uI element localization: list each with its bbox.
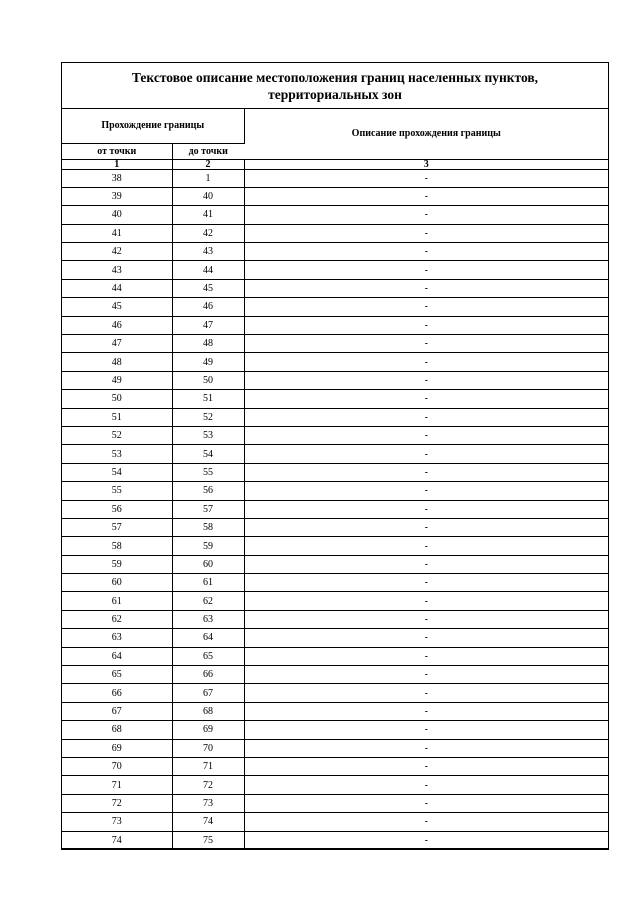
cell-to-point: 67 (172, 684, 244, 702)
cell-to-point: 66 (172, 666, 244, 684)
table-row (62, 592, 608, 610)
cell-from-point: 62 (62, 610, 172, 628)
table-row (62, 279, 608, 297)
cell-to-point: 49 (172, 353, 244, 371)
cell-description: - (244, 261, 608, 279)
cell-from-point: 64 (62, 647, 172, 665)
cell-to-point: 1 (172, 169, 244, 187)
cell-to-point: 70 (172, 739, 244, 757)
cell-to-point: 73 (172, 794, 244, 812)
header-from-point: от точки (62, 143, 172, 159)
cell-to-point: 56 (172, 482, 244, 500)
cell-description: - (244, 482, 608, 500)
cell-description: - (244, 666, 608, 684)
table-row (62, 702, 608, 720)
cell-to-point: 62 (172, 592, 244, 610)
cell-description: - (244, 702, 608, 720)
table-row (62, 629, 608, 647)
cell-to-point: 71 (172, 758, 244, 776)
cell-description: - (244, 758, 608, 776)
cell-to-point: 60 (172, 555, 244, 573)
cell-description: - (244, 390, 608, 408)
cell-to-point: 59 (172, 537, 244, 555)
table-row (62, 224, 608, 242)
table-row (62, 482, 608, 500)
cell-to-point: 63 (172, 610, 244, 628)
cell-from-point: 56 (62, 500, 172, 518)
cell-description: - (244, 279, 608, 297)
boundary-table (62, 109, 608, 849)
cell-to-point: 75 (172, 831, 244, 849)
cell-from-point: 70 (62, 758, 172, 776)
table-row (62, 684, 608, 702)
table-row (62, 555, 608, 573)
cell-description: - (244, 592, 608, 610)
cell-description: - (244, 206, 608, 224)
table-row (62, 610, 608, 628)
cell-to-point: 64 (172, 629, 244, 647)
cell-from-point: 67 (62, 702, 172, 720)
cell-from-point: 41 (62, 224, 172, 242)
cell-from-point: 60 (62, 574, 172, 592)
cell-description: - (244, 353, 608, 371)
cell-to-point: 58 (172, 518, 244, 536)
table-row (62, 187, 608, 205)
header-boundary-passage: Прохождение границы (62, 109, 244, 143)
cell-description: - (244, 500, 608, 518)
cell-description: - (244, 371, 608, 389)
cell-to-point: 68 (172, 702, 244, 720)
table-row (62, 390, 608, 408)
cell-description: - (244, 610, 608, 628)
table-row (62, 316, 608, 334)
cell-description: - (244, 721, 608, 739)
table-row (62, 537, 608, 555)
table-row (62, 794, 608, 812)
cell-from-point: 54 (62, 463, 172, 481)
cell-description: - (244, 555, 608, 573)
header-to-point: до точки (172, 143, 244, 159)
table-row (62, 518, 608, 536)
table-row (62, 647, 608, 665)
cell-description: - (244, 794, 608, 812)
table-row (62, 261, 608, 279)
table-row (62, 463, 608, 481)
cell-to-point: 51 (172, 390, 244, 408)
cell-description: - (244, 518, 608, 536)
cell-from-point: 50 (62, 390, 172, 408)
table-row (62, 666, 608, 684)
cell-description: - (244, 813, 608, 831)
cell-to-point: 74 (172, 813, 244, 831)
cell-description: - (244, 445, 608, 463)
cell-description: - (244, 463, 608, 481)
cell-from-point: 61 (62, 592, 172, 610)
cell-from-point: 68 (62, 721, 172, 739)
cell-description: - (244, 187, 608, 205)
cell-description: - (244, 224, 608, 242)
table-row (62, 206, 608, 224)
cell-from-point: 48 (62, 353, 172, 371)
header-col-number-1: 1 (62, 159, 172, 169)
cell-description: - (244, 316, 608, 334)
cell-from-point: 69 (62, 739, 172, 757)
table-row (62, 335, 608, 353)
cell-from-point: 47 (62, 335, 172, 353)
cell-description: - (244, 684, 608, 702)
cell-description: - (244, 169, 608, 187)
cell-description: - (244, 408, 608, 426)
cell-from-point: 53 (62, 445, 172, 463)
table-row (62, 721, 608, 739)
cell-description: - (244, 647, 608, 665)
document-title-text: Текстовое описание местоположения границ населенных пунктов, территориальных зон (131, 70, 539, 102)
cell-to-point: 45 (172, 279, 244, 297)
cell-description: - (424, 834, 428, 846)
cell-from-point: 52 (62, 426, 172, 444)
header-boundary-description: Описание прохождения границы (244, 109, 608, 159)
table-row (62, 353, 608, 371)
cell-description: - (244, 739, 608, 757)
cell-to-point: 42 (172, 224, 244, 242)
cell-from-point: 46 (62, 316, 172, 334)
cell-from-point: 58 (62, 537, 172, 555)
cell-from-point: 55 (62, 482, 172, 500)
cell-to-point: 44 (172, 261, 244, 279)
cell-from-point: 72 (62, 794, 172, 812)
table-row (62, 298, 608, 316)
cell-from-point: 45 (62, 298, 172, 316)
cell-to-point: 48 (172, 335, 244, 353)
table-row (62, 408, 608, 426)
cell-from-point: 65 (62, 666, 172, 684)
cell-to-point: 53 (172, 426, 244, 444)
cell-to-point: 47 (172, 316, 244, 334)
table-row (62, 813, 608, 831)
cell-to-point: 69 (172, 721, 244, 739)
cell-description: - (244, 243, 608, 261)
table-row (62, 426, 608, 444)
table-row (62, 169, 608, 187)
cell-from-point: 71 (62, 776, 172, 794)
cell-from-point: 73 (62, 813, 172, 831)
cell-to-point: 40 (172, 187, 244, 205)
cell-from-point: 43 (62, 261, 172, 279)
cell-description: - (244, 776, 608, 794)
table-row (62, 445, 608, 463)
cell-from-point: 39 (62, 187, 172, 205)
cell-from-point: 59 (62, 555, 172, 573)
cell-to-point: 46 (172, 298, 244, 316)
cell-to-point: 61 (172, 574, 244, 592)
cell-from-point: 49 (62, 371, 172, 389)
cell-to-point: 41 (172, 206, 244, 224)
table-row (62, 243, 608, 261)
cell-from-point: 40 (62, 206, 172, 224)
table-row (62, 758, 608, 776)
document-title (62, 63, 608, 109)
table-body (62, 169, 608, 849)
cell-description: - (244, 426, 608, 444)
cell-to-point: 50 (172, 371, 244, 389)
cell-description: - (244, 574, 608, 592)
table-row (62, 500, 608, 518)
table-row (62, 739, 608, 757)
cell-from-point: 57 (62, 518, 172, 536)
cell-to-point: 65 (172, 647, 244, 665)
cell-from-point: 44 (62, 279, 172, 297)
cell-from-point: 74 (62, 831, 172, 849)
cell-to-point: 72 (172, 776, 244, 794)
table-row (62, 371, 608, 389)
cell-to-point: 52 (172, 408, 244, 426)
cell-from-point: 42 (62, 243, 172, 261)
cell-to-point: 43 (172, 243, 244, 261)
cell-to-point: 57 (172, 500, 244, 518)
table-row (62, 776, 608, 794)
cell-to-point: 54 (172, 445, 244, 463)
cell-from-point: 38 (62, 169, 172, 187)
cell-from-point: 66 (62, 684, 172, 702)
cell-from-point: 51 (62, 408, 172, 426)
cell-description: - (244, 537, 608, 555)
header-col-number-2: 2 (172, 159, 244, 169)
cell-from-point: 63 (62, 629, 172, 647)
cell-description: - (244, 298, 608, 316)
table-row (62, 831, 608, 849)
page-bottom-rule (61, 848, 609, 849)
cell-to-point: 55 (172, 463, 244, 481)
table-row (62, 574, 608, 592)
cell-description: - (244, 629, 608, 647)
header-col-number-3: 3 (244, 159, 608, 169)
cell-description: - (244, 335, 608, 353)
boundary-description-document (61, 62, 609, 850)
